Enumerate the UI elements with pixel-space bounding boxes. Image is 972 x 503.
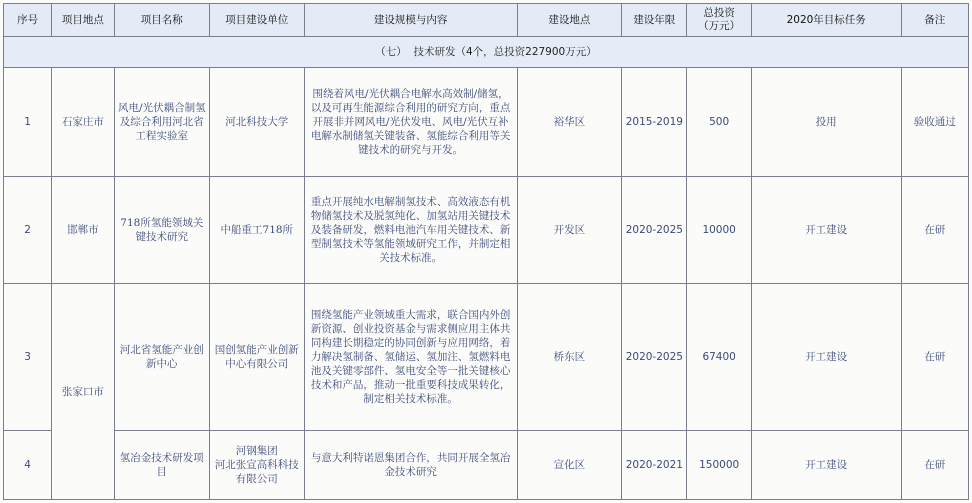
cell-investment: 150000 xyxy=(687,430,751,499)
cell-location: 邯郸市 xyxy=(52,176,114,283)
cell-seq: 1 xyxy=(4,68,52,176)
header-investment: 总投资 （万元） xyxy=(687,4,751,37)
cell-target: 投用 xyxy=(751,68,901,176)
cell-location: 石家庄市 xyxy=(52,68,114,176)
header-row xyxy=(4,4,969,37)
cell-site: 开发区 xyxy=(517,176,622,283)
cell-remark: 在研 xyxy=(901,430,968,499)
cell-site: 裕华区 xyxy=(517,68,622,176)
cell-target: 开工建设 xyxy=(751,430,901,499)
cell-unit: 河北科技大学 xyxy=(210,68,304,176)
header-years: 建设年限 xyxy=(622,4,687,37)
cell-years: 2015-2019 xyxy=(622,68,687,176)
table-row xyxy=(4,430,969,499)
header-site: 建设地点 xyxy=(517,4,622,37)
cell-target: 开工建设 xyxy=(751,284,901,431)
section-row xyxy=(4,37,969,68)
cell-unit: 中船重工718所 xyxy=(210,176,304,283)
cell-years: 2020-2025 xyxy=(622,284,687,431)
cell-remark: 验收通过 xyxy=(901,68,968,176)
section-title: （七） 技术研发（4个，总投资227900万元） xyxy=(4,37,969,68)
header-remark: 备注 xyxy=(901,4,968,37)
cell-investment: 500 xyxy=(687,68,751,176)
cell-remark: 在研 xyxy=(901,284,968,431)
header-scope: 建设规模与内容 xyxy=(304,4,517,37)
cell-unit: 国创氢能产业创新中心有限公司 xyxy=(210,284,304,431)
cell-target: 开工建设 xyxy=(751,176,901,283)
cell-scope: 围绕着风电/光伏耦合电解水高效制/储氢，以及可再生能源综合利用的研究方向，重点开展非并网风电/光伏发电、风电/光伏互补电解水制储氢关键装备、氢能综合利用等关键技术的研究与开发。 xyxy=(304,68,517,176)
table-row xyxy=(4,284,969,431)
cell-scope: 重点开展纯水电解制氢技术、高效液态有机物储氢技术及脱氢纯化、加氢站用关键技术及装备研发，燃料电池汽车用关键技术、新型制氢技术等氢能领域研究工作，并制定相关技术标准。 xyxy=(304,176,517,283)
table-row xyxy=(4,68,969,176)
cell-name: 氢冶金技术研发项目 xyxy=(114,430,209,499)
header-unit: 项目建设单位 xyxy=(210,4,304,37)
cell-unit: 河钢集团 河北张宣高科科技有限公司 xyxy=(210,430,304,499)
header-location: 项目地点 xyxy=(52,4,114,37)
project-table xyxy=(3,3,969,500)
cell-seq: 3 xyxy=(4,284,52,431)
cell-scope: 与意大利特诺恩集团合作，共同开展全氢冶金技术研究 xyxy=(304,430,517,499)
cell-investment: 67400 xyxy=(687,284,751,431)
cell-site: 宣化区 xyxy=(517,430,622,499)
cell-name: 718所氢能领域关键技术研究 xyxy=(114,176,209,283)
cell-years: 2020-2021 xyxy=(622,430,687,499)
header-target: 2020年目标任务 xyxy=(751,4,901,37)
cell-seq: 2 xyxy=(4,176,52,283)
header-name: 项目名称 xyxy=(114,4,209,37)
cell-investment: 10000 xyxy=(687,176,751,283)
cell-name: 河北省氢能产业创新中心 xyxy=(114,284,209,431)
cell-scope: 围绕氢能产业领域重大需求，联合国内外创新资源、创业投资基金与需求侧应用主体共同构建长期稳定的协同创新与应用网络，着力解决氢制备、氢储运、氢加注、氢燃料电池及关键零部件、氢电安全等一批关键核心技术和产品，推动一批重要科技成果转化，制定相关技术标准。 xyxy=(304,284,517,431)
cell-seq: 4 xyxy=(4,430,52,499)
table-row xyxy=(4,176,969,283)
cell-years: 2020-2025 xyxy=(622,176,687,283)
cell-site: 桥东区 xyxy=(517,284,622,431)
cell-location: 张家口市 xyxy=(52,284,114,500)
header-seq: 序号 xyxy=(4,4,52,37)
cell-remark: 在研 xyxy=(901,176,968,283)
cell-name: 风电/光伏耦合制氢及综合利用河北省工程实验室 xyxy=(114,68,209,176)
